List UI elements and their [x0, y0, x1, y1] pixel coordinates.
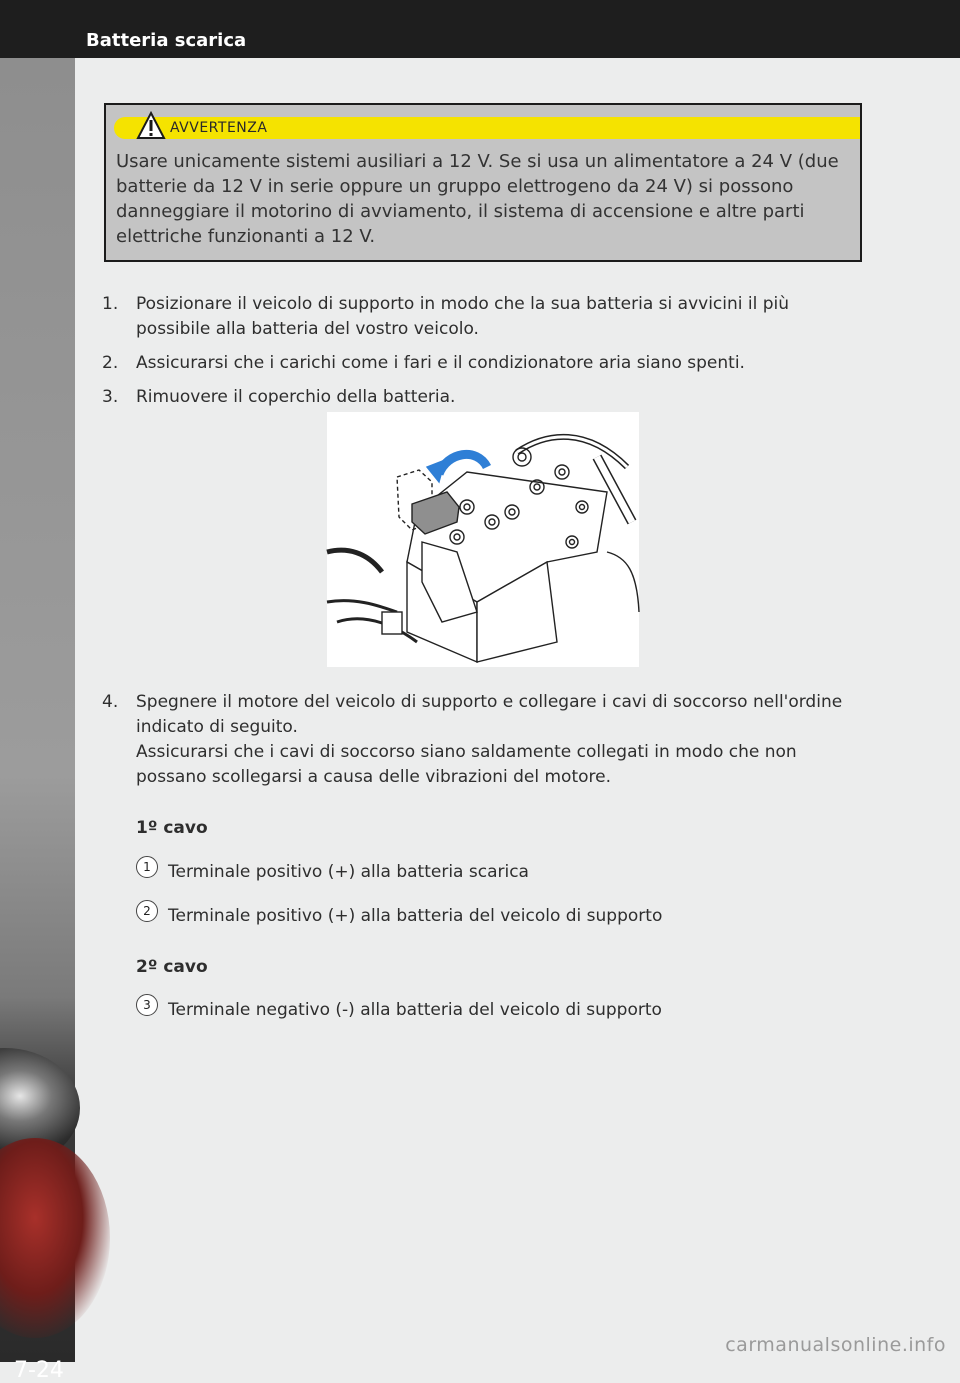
terminal-text: Terminale positivo (+) alla batteria scarica [168, 862, 529, 882]
page-header [0, 0, 960, 58]
cable-1-heading: 1º cavo [136, 818, 208, 838]
number-2-icon: 2 [136, 900, 158, 922]
warning-box [104, 103, 862, 262]
list-item [136, 862, 529, 884]
list-item [102, 351, 862, 376]
battery-illustration [327, 412, 639, 667]
page-number: 7-24 [14, 1358, 64, 1383]
step-4 [102, 690, 862, 790]
step-number: 2. [102, 353, 119, 373]
list-item [136, 1000, 662, 1022]
number-1-icon: 1 [136, 856, 158, 878]
step-text-note: Assicurarsi che i cavi di soccorso siano saldamente collegati in modo che non possano scollegarsi a causa delle vibrazioni del motore. [136, 742, 797, 787]
sidebar-photo-strip [0, 58, 75, 1383]
warning-header-bar [114, 117, 860, 139]
section-title: Batteria scarica [86, 30, 247, 51]
step-text: Posizionare il veicolo di supporto in modo che la sua batteria si avvicini il più possibile alla batteria del vostro veicolo. [136, 294, 790, 339]
step-number: 3. [102, 387, 119, 407]
warning-text: Usare unicamente sistemi ausiliari a 12 V. Se si usa un alimentatore a 24 V (due batterie da 12 V in serie oppure un gruppo elettrogeno da 24 V) si possono danneggiare il motorino di avviamento, il sistema di accensione e altre parti elettriche funzionanti a 12 V. [116, 151, 839, 247]
car-body-graphic [0, 1138, 110, 1338]
steps-list [102, 292, 862, 419]
step-number: 4. [102, 692, 119, 712]
list-item [102, 385, 862, 410]
terminal-text: Terminale positivo (+) alla batteria del veicolo di supporto [168, 906, 663, 926]
list-item [102, 292, 862, 342]
terminal-text: Terminale negativo (-) alla batteria del veicolo di supporto [168, 1000, 662, 1020]
watermark-link[interactable]: carmanualsonline.info [725, 1334, 946, 1356]
step-number: 1. [102, 294, 119, 314]
list-item [136, 906, 662, 928]
warning-triangle-icon [136, 111, 166, 141]
warning-label: AVVERTENZA [170, 120, 268, 136]
cable-2-heading: 2º cavo [136, 957, 208, 977]
step-text: Spegnere il motore del veicolo di supporto e collegare i cavi di soccorso nell'ordine indicato di seguito. [136, 692, 843, 737]
step-text: Rimuovere il coperchio della batteria. [136, 387, 456, 407]
number-3-icon: 3 [136, 994, 158, 1016]
step-text: Assicurarsi che i carichi come i fari e il condizionatore aria siano spenti. [136, 353, 745, 373]
